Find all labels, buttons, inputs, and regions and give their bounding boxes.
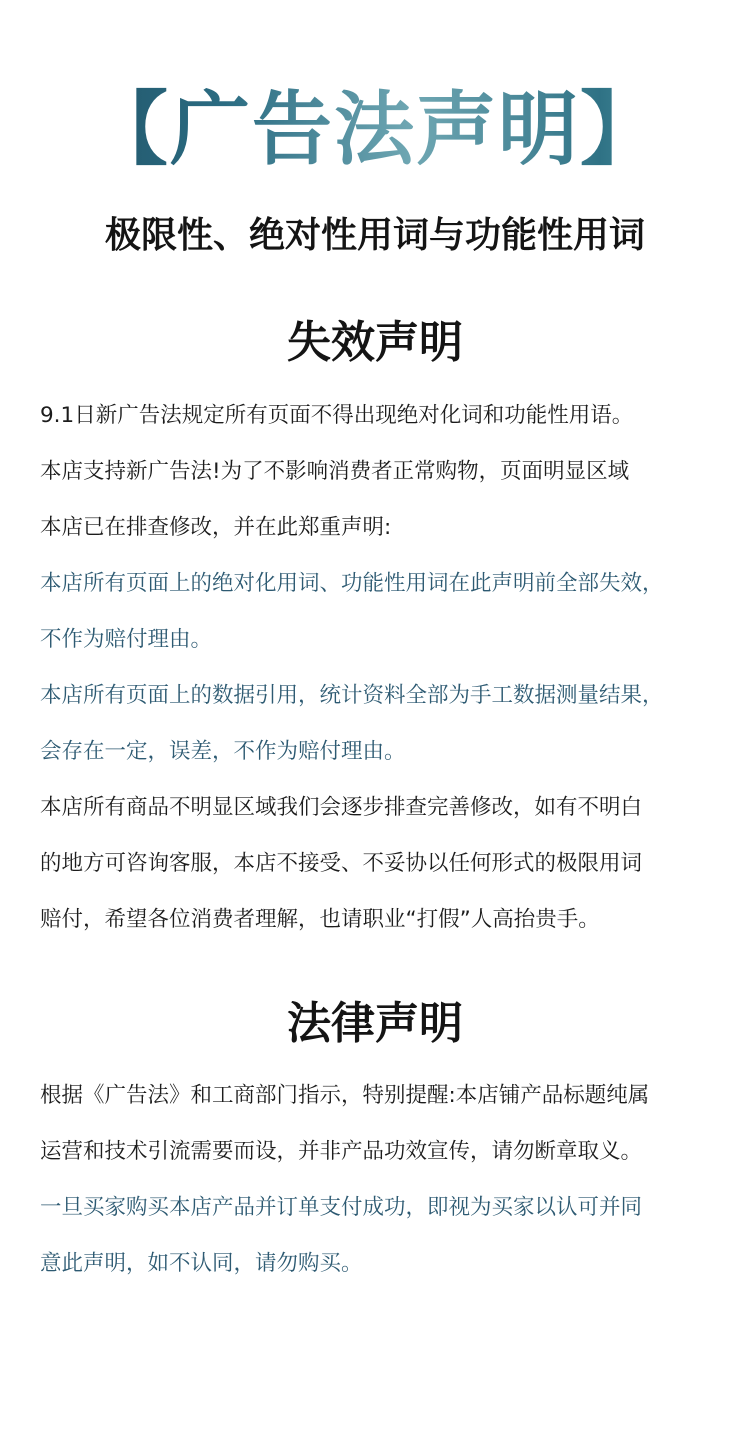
invalid-statement-heading: 失效声明 [287, 317, 463, 368]
legal-statement-heading: 法律声明 [287, 998, 463, 1049]
invalid-statement-body [40, 388, 740, 948]
statement-line: 运营和技术引流需要而设，并非产品功效宣传，请勿断章取义。 [40, 1139, 643, 1164]
statement-line: 的地方可咨询客服，本店不接受、不妥协以任何形式的极限用词 [40, 851, 643, 876]
statement-line: 本店所有页面上的绝对化用词、功能性用词在此声明前全部失效， [40, 571, 664, 596]
statement-line: 意此声明，如不认同，请勿购买。 [40, 1251, 363, 1276]
statement-line: 本店所有商品不明显区域我们会逐步排查完善修改，如有不明白 [40, 795, 643, 820]
page-title: 【广告法声明】 [0, 82, 750, 178]
statement-line: 本店已在排查修改，并在此郑重声明: [40, 515, 392, 540]
page-subtitle: 极限性、绝对性用词与功能性用词 [104, 215, 645, 256]
statement-line: 会存在一定，误差，不作为赔付理由。 [40, 739, 406, 764]
statement-line: 根据《广告法》和工商部门指示，特别提醒:本店铺产品标题纯属 [40, 1083, 650, 1108]
statement-line: 赔付，希望各位消费者理解，也请职业“打假”人高抬贵手。 [40, 907, 600, 932]
statement-line: 不作为赔付理由。 [40, 627, 213, 652]
legal-statement-body [40, 1068, 740, 1292]
statement-line: 一旦买家购买本店产品并订单支付成功，即视为买家以认可并同 [40, 1195, 643, 1220]
statement-line: 本店所有页面上的数据引用，统计资料全部为手工数据测量结果， [40, 683, 664, 708]
statement-line: 9.1日新广告法规定所有页面不得出现绝对化词和功能性用语。 [40, 403, 634, 428]
statement-line: 本店支持新广告法!为了不影响消费者正常购物，页面明显区域 [40, 459, 630, 484]
